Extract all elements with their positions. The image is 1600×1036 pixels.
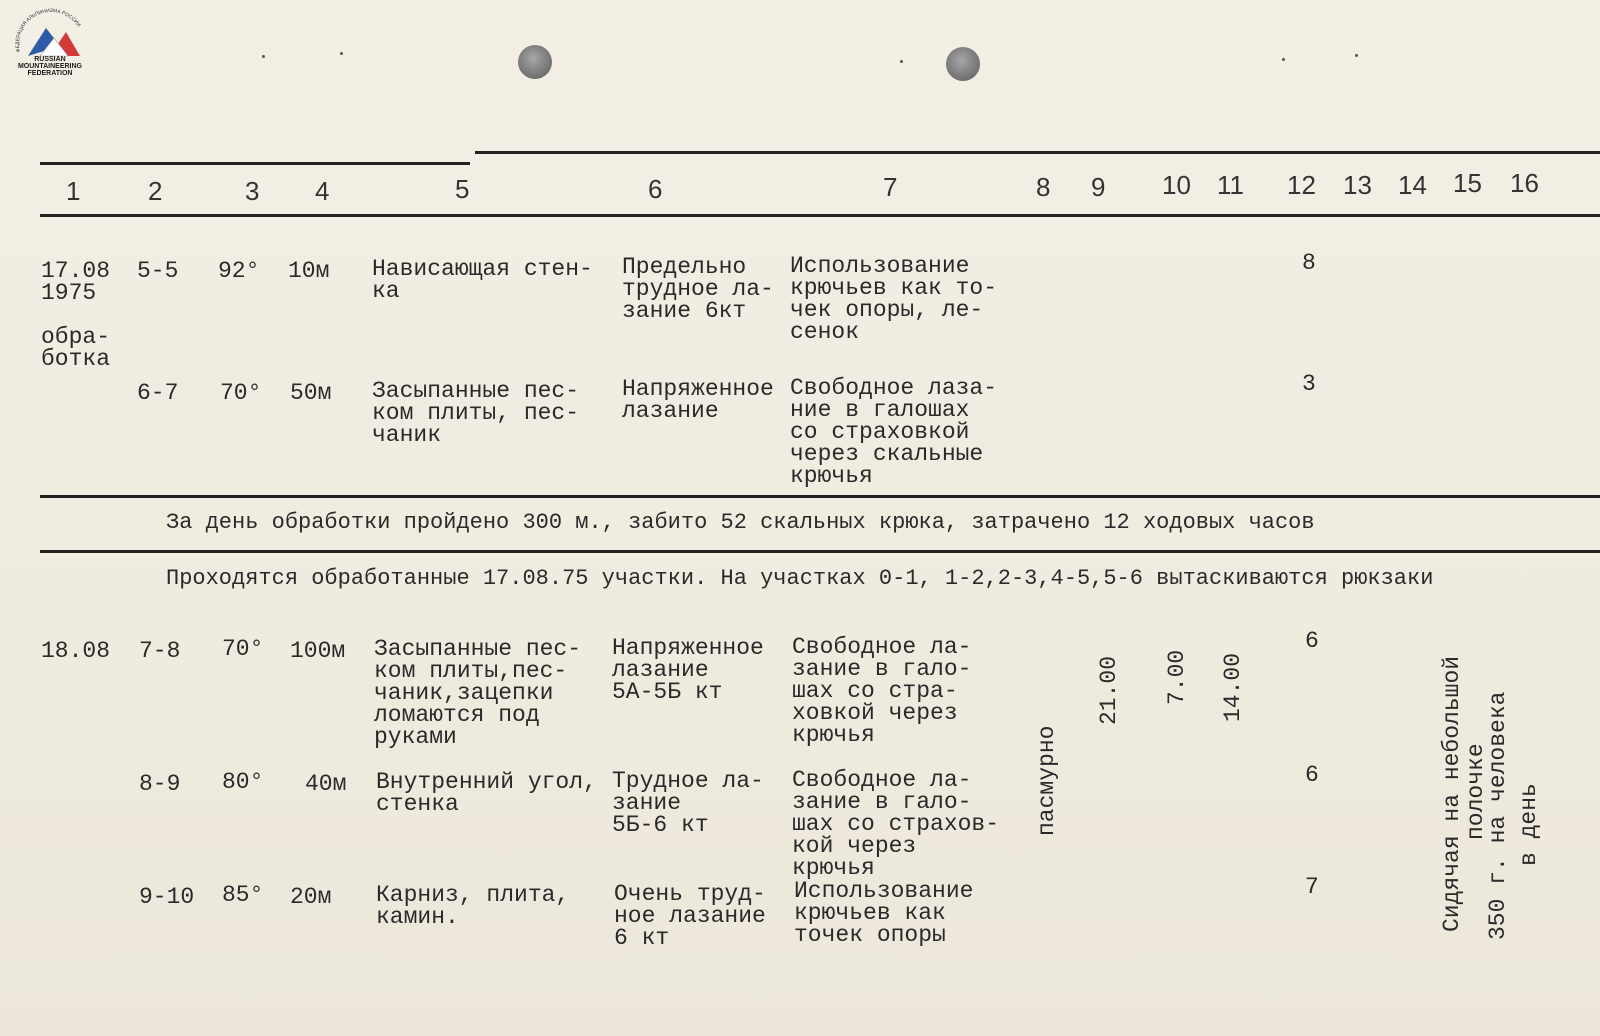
row-length: 20м xyxy=(290,884,332,910)
row-method: Использование крючьев как точек опоры xyxy=(794,878,974,948)
row-length: 100м xyxy=(290,638,346,664)
row-section: 7-8 xyxy=(139,638,181,664)
row-angle: 80° xyxy=(222,769,264,795)
bivouac-line-4: в день xyxy=(1516,783,1542,866)
row-method: Свободное ла- зание в гало- шах со страхов- кой через крючья xyxy=(792,767,1000,881)
logo-line-2: MOUNTAINEERING xyxy=(17,63,83,70)
row-section: 9-10 xyxy=(139,884,195,910)
row-method: Свободное ла- зание в гало- шах со стра- ховкой через крючья xyxy=(792,634,972,748)
row-relief: Засыпанные пес- ком плиты, пес- чаник xyxy=(372,378,580,448)
row-length: 40м xyxy=(305,771,347,797)
col-header-5: 5 xyxy=(455,174,470,204)
header-bottom-rule xyxy=(40,214,1600,217)
bivouac-line-2: полочке xyxy=(1463,743,1489,840)
row-relief: Засыпанные пес- ком плиты,пес- чаник,зацепки ломаются под руками xyxy=(374,636,582,750)
row-relief: Внутренний угол, стенка xyxy=(376,769,597,817)
row-pitons: 6 xyxy=(1305,762,1319,788)
route-note: Проходятся обработанные 17.08.75 участки. На участках 0-1, 1-2,2-3,4-5,5-6 вытаскиваются рюкзаки xyxy=(166,566,1434,591)
speck xyxy=(900,60,903,63)
row-angle: 70° xyxy=(222,636,264,662)
row-pitons: 8 xyxy=(1302,250,1316,276)
col-header-2: 2 xyxy=(148,176,163,206)
row-method: Свободное лаза- ние в галошах со страховкой через скальные крючья xyxy=(790,375,998,489)
header-top-rule-right xyxy=(475,151,1600,154)
row-method: Использование крючьев как то- чек опоры, ле- сенок xyxy=(790,253,998,345)
row-length: 10м xyxy=(288,258,330,284)
day1-note: обра- ботка xyxy=(41,324,111,372)
row-difficulty: Предельно трудное ла- зание 6кт xyxy=(622,254,774,324)
row-section: 8-9 xyxy=(139,771,181,797)
col-header-7: 7 xyxy=(883,172,898,202)
row-section: 6-7 xyxy=(137,380,179,406)
day1-date: 17.08 1975 xyxy=(41,258,111,306)
row-length: 50м xyxy=(290,380,332,406)
day2-date: 18.08 xyxy=(41,638,111,664)
speck xyxy=(1355,54,1358,57)
bivouac-line-3: 350 г. на человека xyxy=(1485,691,1511,940)
col-header-9: 9 xyxy=(1091,172,1106,202)
logo-line-1: RUSSIAN xyxy=(34,56,66,63)
summary-top-rule xyxy=(40,495,1600,498)
col-header-10: 10 xyxy=(1162,170,1191,200)
row-pitons: 3 xyxy=(1302,371,1316,397)
header-top-rule-left xyxy=(40,162,470,165)
bivouac-line-1: Сидячая на небольшой xyxy=(1439,655,1465,932)
row-angle: 85° xyxy=(222,882,264,908)
col-header-12: 12 xyxy=(1287,170,1316,200)
day-summary: За день обработки пройдено 300 м., забито 52 скальных крюка, затрачено 12 ходовых часов xyxy=(166,510,1315,535)
col-header-11: 11 xyxy=(1217,170,1244,200)
col-header-1: 1 xyxy=(66,176,81,206)
speck xyxy=(340,52,343,55)
col-header-4: 4 xyxy=(315,176,330,206)
row-difficulty: Трудное ла- зание 5Б-6 кт xyxy=(612,768,764,838)
day2-start-time: 21.00 xyxy=(1096,655,1122,725)
summary-bottom-rule xyxy=(40,550,1600,553)
row-angle: 92° xyxy=(218,258,260,284)
punch-hole-left xyxy=(518,45,552,79)
row-difficulty: Напряженное лазание 5А-5Б кт xyxy=(612,635,764,705)
day2-end-time: 14.00 xyxy=(1220,652,1246,722)
row-difficulty: Очень труд- ное лазание 6 кт xyxy=(614,881,766,951)
row-pitons: 7 xyxy=(1305,874,1319,900)
col-header-6: 6 xyxy=(648,174,663,204)
row-relief: Нависающая стен- ка xyxy=(372,256,593,304)
col-header-16: 16 xyxy=(1510,168,1539,198)
col-header-15: 15 xyxy=(1453,168,1482,198)
logo-line-3: FEDERATION xyxy=(27,70,73,77)
logo-ring-text: ФЕДЕРАЦИЯ АЛЬПИНИЗМА РОССИИ xyxy=(14,8,82,53)
row-relief: Карниз, плита, камин. xyxy=(376,882,570,930)
speck xyxy=(1282,58,1285,61)
col-header-3: 3 xyxy=(245,176,260,206)
col-header-8: 8 xyxy=(1036,172,1051,202)
speck xyxy=(262,55,265,58)
day2-weather: пасмурно xyxy=(1034,725,1060,836)
punch-hole-right xyxy=(946,47,980,81)
col-header-14: 14 xyxy=(1398,170,1427,200)
day2-hours: 7.00 xyxy=(1164,649,1190,705)
row-pitons: 6 xyxy=(1305,628,1319,654)
col-header-13: 13 xyxy=(1343,170,1372,200)
logo-caption xyxy=(8,56,92,77)
row-section: 5-5 xyxy=(137,258,179,284)
row-angle: 70° xyxy=(220,380,262,406)
row-difficulty: Напряженное лазание xyxy=(622,376,774,424)
